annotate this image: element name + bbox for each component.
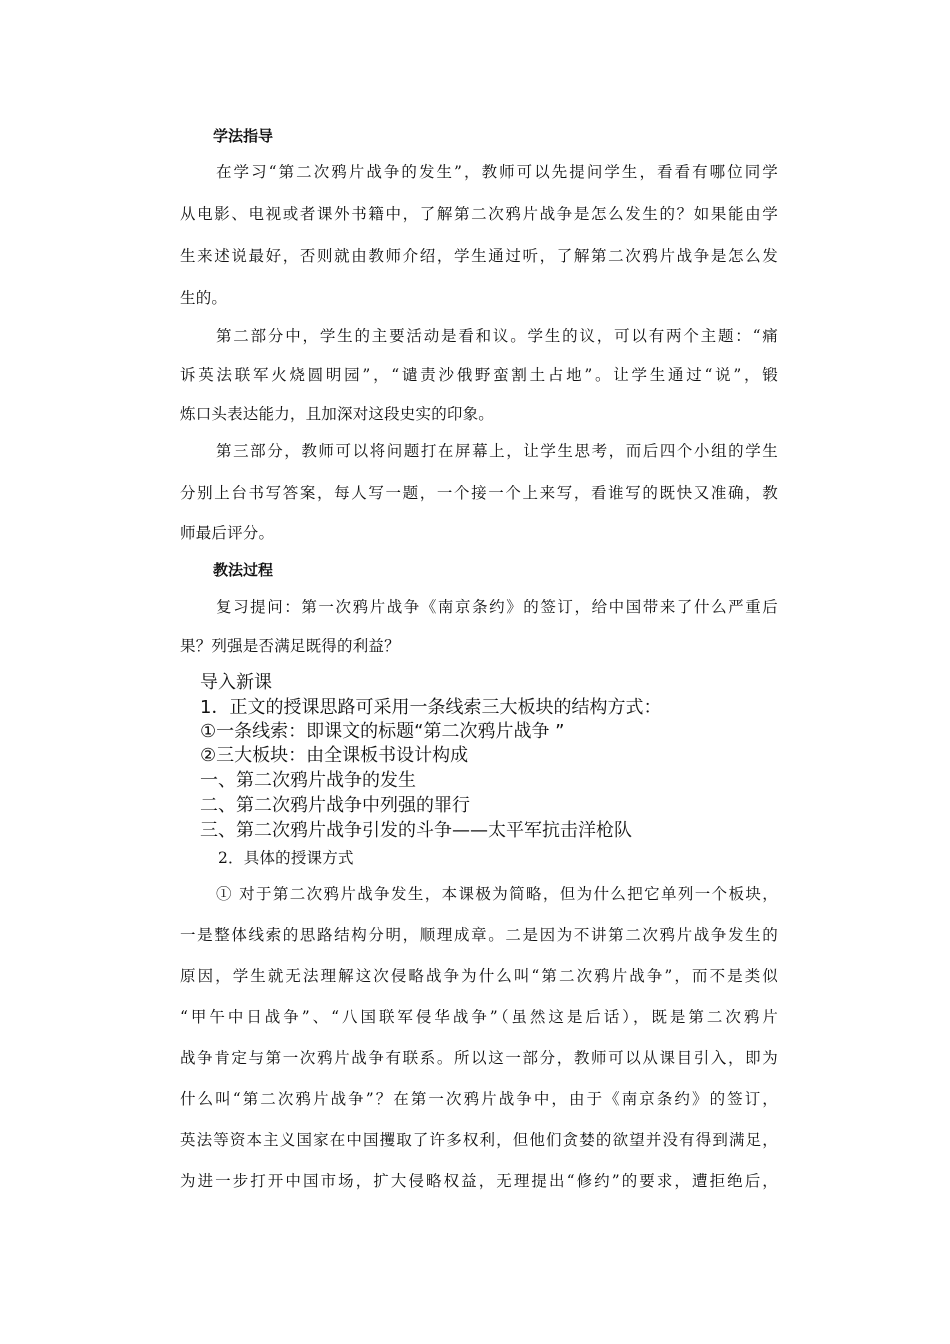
outline-item: 三、第二次鸦片战争引发的斗争——太平军抗击洋枪队 xyxy=(200,820,632,841)
paragraph-line: 一是整体线索的思路结构分明，顺理成章。二是因为不讲第二次鸦片战争发生的 xyxy=(180,926,778,944)
intro-line: 1．正文的授课思路可采用一条线索三大板块的结构方式： xyxy=(200,697,662,718)
paragraph-line: 第二部分中，学生的主要活动是看和议。学生的议，可以有两个主题：“痛 xyxy=(216,327,778,345)
paragraph-line: 什么叫“第二次鸦片战争”？在第一次鸦片战争中，由于《南京条约》的签订， xyxy=(180,1090,778,1108)
paragraph-line: 战争肯定与第一次鸦片战争有联系。所以这一部分，教师可以从课目引入，即为 xyxy=(180,1049,778,1067)
paragraph-line: 复习提问：第一次鸦片战争《南京条约》的签订，给中国带来了什么严重后 xyxy=(216,598,778,616)
intro-line: ①一条线索：即课文的标题“第二次鸦片战争 ” xyxy=(200,721,565,742)
paragraph-line: 果？列强是否满足既得的利益？ xyxy=(180,637,400,655)
paragraph-line: 生的。 xyxy=(180,289,228,307)
paragraph-line: 在学习“第二次鸦片战争的发生”，教师可以先提问学生，看看有哪位同学 xyxy=(216,163,778,181)
outline-item: 一、第二次鸦片战争的发生 xyxy=(200,770,416,791)
section-heading-teaching-process: 教法过程 xyxy=(213,561,274,579)
section-heading-study-guide: 学法指导 xyxy=(213,127,274,145)
method-title: 2．具体的授课方式 xyxy=(218,849,354,867)
paragraph-line: 原因，学生就无法理解这次侵略战争为什么叫“第二次鸦片战争”，而不是类似 xyxy=(180,967,778,985)
paragraph-line: 诉英法联军火烧圆明园”，“谴责沙俄野蛮割土占地”。让学生通过“说”，锻 xyxy=(180,366,778,384)
paragraph-line: 第三部分，教师可以将问题打在屏幕上，让学生思考，而后四个小组的学生 xyxy=(216,442,778,460)
paragraph-line: ① 对于第二次鸦片战争发生，本课极为简略，但为什么把它单列一个板块， xyxy=(216,885,778,903)
intro-title: 导入新课 xyxy=(200,672,272,693)
paragraph-line: 为进一步打开中国市场，扩大侵略权益，无理提出“修约”的要求，遭拒绝后， xyxy=(180,1172,778,1190)
paragraph-line: 生来述说最好，否则就由教师介绍，学生通过听，了解第二次鸦片战争是怎么发 xyxy=(180,247,778,265)
outline-item: 二、第二次鸦片战争中列强的罪行 xyxy=(200,795,470,816)
intro-line: ②三大板块：由全课板书设计构成 xyxy=(200,745,469,766)
paragraph-line: 分别上台书写答案，每人写一题，一个接一个上来写，看谁写的既快又准确，教 xyxy=(180,484,778,502)
paragraph-line: 师最后评分。 xyxy=(180,524,275,542)
paragraph-line: “甲午中日战争”、“八国联军侵华战争”（虽然这是后话），既是第二次鸦片 xyxy=(180,1008,778,1026)
paragraph-line: 从电影、电视或者课外书籍中，了解第二次鸦片战争是怎么发生的？如果能由学 xyxy=(180,205,778,223)
paragraph-line: 炼口头表达能力，且加深对这段史实的印象。 xyxy=(180,405,495,423)
paragraph-line: 英法等资本主义国家在中国攫取了许多权利，但他们贪婪的欲望并没有得到满足， xyxy=(180,1131,778,1149)
